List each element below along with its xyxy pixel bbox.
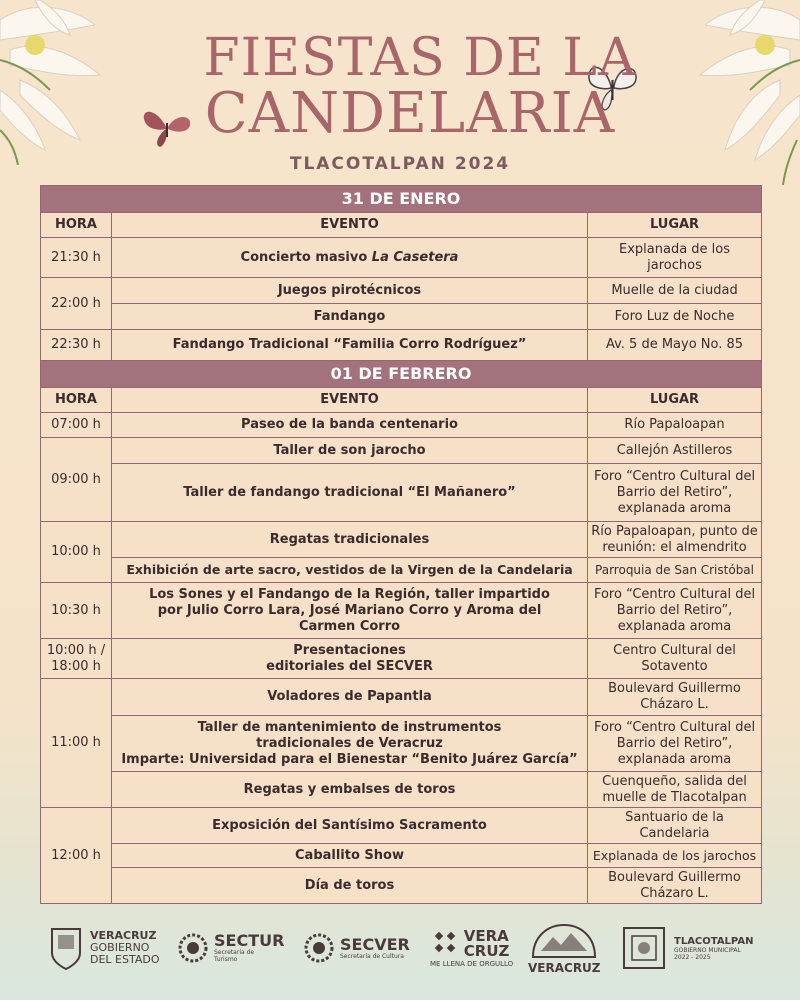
table-row [41, 438, 762, 464]
place-cell: Centro Cultural del Sotavento [588, 639, 762, 679]
column-header-hora: HORA [41, 388, 112, 413]
column-header-evento: EVENTO [112, 213, 588, 238]
title-line-2: CANDELARIA [204, 81, 616, 146]
coat-of-arms-icon [304, 928, 334, 968]
place-cell: Explanada de los jarochos [588, 238, 762, 278]
date-header: 31 DE ENERO [41, 186, 762, 213]
logo-text: DEL ESTADO [90, 953, 160, 966]
table-row [41, 330, 762, 361]
event-cell: Paseo de la banda centenario [112, 413, 588, 438]
place-cell: Foro Luz de Noche [588, 304, 762, 330]
event-cell: Fandango Tradicional “Familia Corro Rodríguez” [112, 330, 588, 361]
municipal-shield-icon [620, 924, 668, 972]
logo-text: VERA [463, 926, 509, 945]
coat-of-arms-icon [178, 928, 208, 968]
place-cell: Foro “Centro Cultural del Barrio del Retiro”, explanada aroma [588, 583, 762, 639]
event-line: Imparte: Universidad para el Bienestar “Benito Juárez García” [121, 751, 578, 767]
time-cell: 22:30 h [41, 330, 112, 361]
logo-text: 2022 - 2025 [674, 953, 711, 961]
place-cell: Foro “Centro Cultural del Barrio del Retiro”, explanada aroma [588, 716, 762, 772]
event-cell: Exposición del Santísimo Sacramento [112, 808, 588, 844]
place-cell: Explanada de los jarochos [588, 844, 762, 868]
logo-text: GOBIERNO [90, 941, 150, 954]
time-cell: 07:00 h [41, 413, 112, 438]
logo-text: VERACRUZ [90, 929, 157, 942]
table-row [41, 868, 762, 904]
table-row [41, 413, 762, 438]
place-cell: Parroquia de San Cristóbal [588, 558, 762, 583]
landscape-seal-icon [529, 921, 599, 961]
column-header-row [41, 388, 762, 413]
event-text: Concierto masivo [240, 249, 372, 265]
date-header: 01 DE FEBRERO [41, 361, 762, 388]
place-cell: Foro “Centro Cultural del Barrio del Retiro”, explanada aroma [588, 464, 762, 522]
table-row [41, 808, 762, 844]
logo-text: Secretaría de Cultura [340, 952, 404, 960]
table-row [41, 583, 762, 639]
time-cell: 10:00 h / 18:00 h [41, 639, 112, 679]
veracruz-brand-logo [430, 918, 513, 978]
time-cell: 09:00 h [41, 438, 112, 522]
time-cell: 12:00 h [41, 808, 112, 904]
time-cell: 21:30 h [41, 238, 112, 278]
event-italic-text: La Casetera [371, 249, 459, 265]
event-cell: Presentaciones editoriales del SECVER [112, 639, 588, 679]
event-cell: Día de toros [112, 868, 588, 904]
gobierno-veracruz-logo [48, 918, 160, 978]
place-cell: Río Papaloapan [588, 413, 762, 438]
column-header-lugar: LUGAR [588, 388, 762, 413]
place-cell: Boulevard Guillermo Cházaro L. [588, 868, 762, 904]
column-header-row [41, 213, 762, 238]
place-cell: Callejón Astilleros [588, 438, 762, 464]
coat-of-arms-icon [48, 925, 84, 971]
event-cell: Caballito Show [112, 844, 588, 868]
schedule-table [40, 185, 762, 904]
table-row [41, 716, 762, 772]
event-cell: Taller de son jarocho [112, 438, 588, 464]
event-cell: Voladores de Papantla [112, 679, 588, 716]
secver-logo [304, 918, 410, 978]
date-header-row [41, 361, 762, 388]
table-row [41, 844, 762, 868]
place-cell: Río Papaloapan, punto de reunión: el almendrito [588, 522, 762, 558]
table-row [41, 679, 762, 716]
event-cell: Juegos pirotécnicos [112, 278, 588, 304]
event-cell: Exhibición de arte sacro, vestidos de la Virgen de la Candelaria [112, 558, 588, 583]
logo-text: SECVER [340, 934, 410, 954]
logo-text: CRUZ [463, 941, 510, 960]
time-cell: 22:00 h [41, 278, 112, 330]
table-row [41, 238, 762, 278]
title-line-1: FIESTAS DE LA [203, 28, 637, 88]
column-header-lugar: LUGAR [588, 213, 762, 238]
logo-text: GOBIERNO MUNICIPAL [674, 946, 741, 954]
table-row [41, 278, 762, 304]
event-cell: Taller de fandango tradicional “El Mañanero” [112, 464, 588, 522]
event-line: tradicionales de Veracruz [256, 735, 443, 751]
logo-text: Turismo [214, 956, 238, 963]
place-cell: Muelle de la ciudad [588, 278, 762, 304]
event-title [0, 22, 800, 146]
place-cell: Santuario de la Candelaria [588, 808, 762, 844]
event-cell: Regatas tradicionales [112, 522, 588, 558]
logo-text: SECTUR [214, 931, 285, 950]
event-subtitle: TLACOTALPAN 2024 [289, 154, 511, 174]
sectur-logo [178, 918, 284, 978]
time-cell: 11:00 h [41, 679, 112, 808]
place-cell: Boulevard Guillermo Cházaro L. [588, 679, 762, 716]
veracruz-seal-logo [528, 918, 601, 978]
table-row [41, 522, 762, 558]
event-cell: Regatas y embalses de toros [112, 772, 588, 808]
logo-text: Secretaría de [214, 949, 255, 956]
event-line: Taller de mantenimiento de instrumentos [197, 719, 502, 735]
pattern-icon [434, 931, 460, 957]
table-row [41, 304, 762, 330]
event-cell: Fandango [112, 304, 588, 330]
logo-text: TLACOTALPAN [674, 935, 754, 947]
date-header-row [41, 186, 762, 213]
tlacotalpan-logo [620, 918, 753, 978]
time-cell: 10:00 h [41, 522, 112, 583]
sponsor-logos [0, 918, 800, 978]
table-row [41, 464, 762, 522]
column-header-hora: HORA [41, 213, 112, 238]
place-cell: Av. 5 de Mayo No. 85 [588, 330, 762, 361]
logo-text: VERACRUZ [528, 961, 601, 975]
event-cell: Los Sones y el Fandango de la Región, taller impartido por Julio Corro Lara, José Mariano Corro y Aroma del Carmen Corro [112, 583, 588, 639]
table-row [41, 772, 762, 808]
table-row [41, 558, 762, 583]
logo-tagline: ME LLENA DE ORGULLO [430, 959, 514, 968]
event-cell [112, 716, 588, 772]
table-row [41, 639, 762, 679]
time-cell: 10:30 h [41, 583, 112, 639]
place-cell: Cuenqueño, salida del muelle de Tlacotalpan [588, 772, 762, 808]
event-cell [112, 238, 588, 278]
column-header-evento: EVENTO [112, 388, 588, 413]
